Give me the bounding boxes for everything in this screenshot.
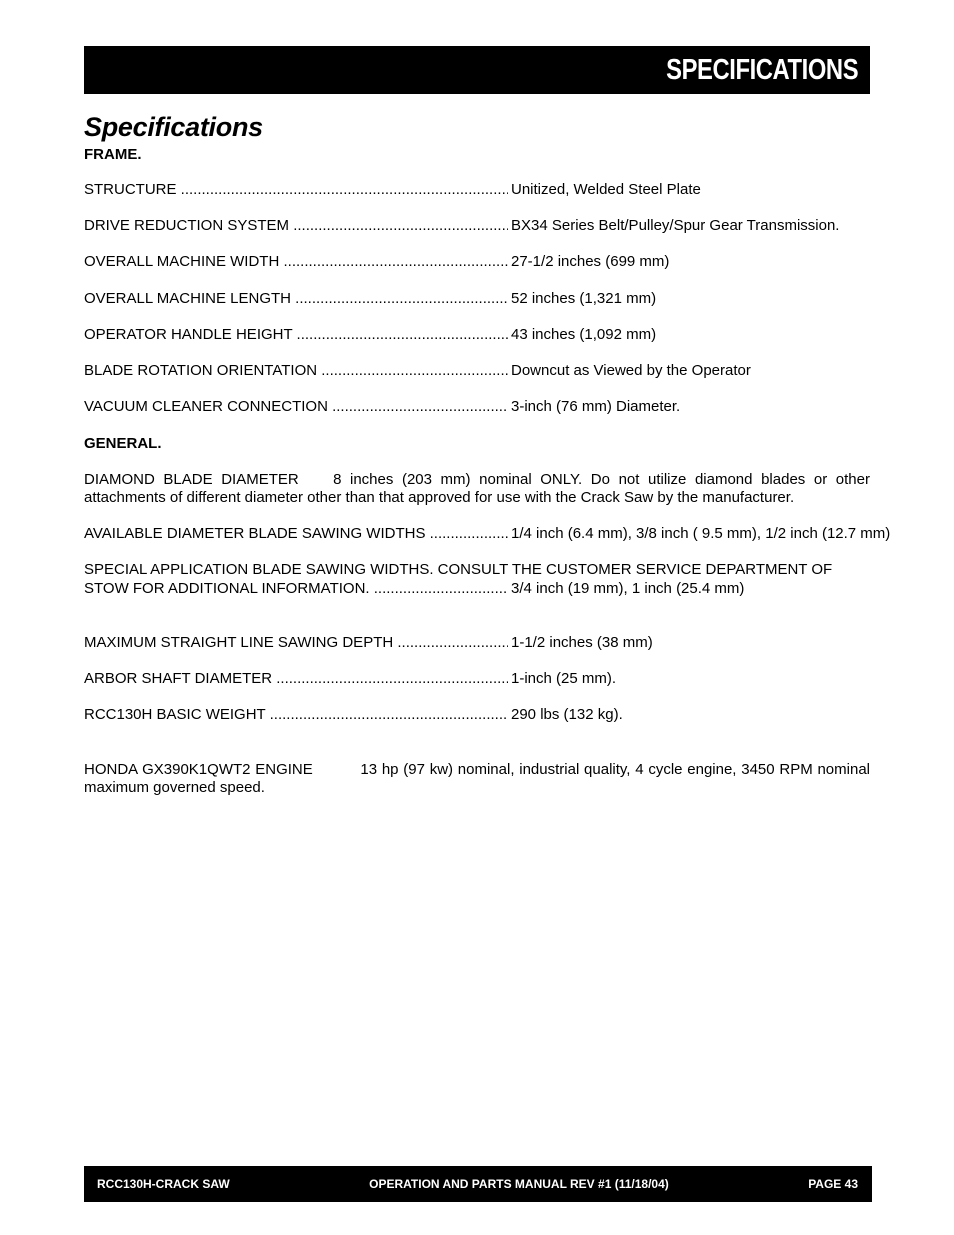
spec-value-machine-length: 52 inches (1,321 mm) <box>511 290 657 307</box>
special-application-value: 3/4 inch (19 mm), 1 inch (25.4 mm) <box>511 580 745 597</box>
spec-label-machine-width: OVERALL MACHINE WIDTH ..... <box>84 253 508 271</box>
spec-value-sawing-depth: 1-1/2 inches (38 mm) <box>511 634 653 651</box>
footer-page-number: PAGE 43 <box>808 1177 858 1191</box>
footer-manual-title: OPERATION AND PARTS MANUAL REV #1 (11/18/04) <box>369 1177 669 1191</box>
spec-label-machine-length: OVERALL MACHINE LENGTH ..... <box>84 290 508 308</box>
spec-value-basic-weight: 290 lbs (132 kg). <box>511 706 623 723</box>
spec-label-basic-weight: RCC130H BASIC WEIGHT ..... <box>84 706 508 724</box>
spec-value-machine-width: 27-1/2 inches (699 mm) <box>511 253 670 270</box>
spec-label-drive-reduction: DRIVE REDUCTION SYSTEM ..... <box>84 217 508 235</box>
special-application-line1: SPECIAL APPLICATION BLADE SAWING WIDTHS. CONSULT THE CUSTOMER SERVICE DEPARTMENT OF <box>84 561 833 578</box>
spec-value-arbor-shaft: 1-inch (25 mm). <box>511 670 617 687</box>
spec-value-vacuum-connection: 3-inch (76 mm) Diameter. <box>511 398 681 415</box>
page-footer-bar <box>84 1166 872 1202</box>
special-application-line2: STOW FOR ADDITIONAL INFORMATION. ..... <box>84 580 508 598</box>
spec-value-handle-height: 43 inches (1,092 mm) <box>511 326 657 343</box>
spec-label-handle-height: OPERATOR HANDLE HEIGHT ..... <box>84 326 508 344</box>
section-title: Specifications <box>84 112 263 142</box>
spec-value-available-widths: 1/4 inch (6.4 mm), 3/8 inch ( 9.5 mm), 1/2 inch (12.7 mm) <box>511 525 891 542</box>
page-header-bar <box>84 46 870 94</box>
page-header-title: SPECIFICATIONS <box>665 53 858 86</box>
general-heading: GENERAL. <box>84 435 162 452</box>
spec-label-blade-rotation: BLADE ROTATION ORIENTATION ..... <box>84 362 508 380</box>
spec-label-arbor-shaft: ARBOR SHAFT DIAMETER ..... <box>84 670 508 688</box>
footer-model: RCC130H-CRACK SAW <box>97 1177 230 1191</box>
spec-label-sawing-depth: MAXIMUM STRAIGHT LINE SAWING DEPTH ..... <box>84 634 508 652</box>
spec-value-blade-rotation: Downcut as Viewed by the Operator <box>511 362 751 379</box>
spec-value-structure: Unitized, Welded Steel Plate <box>511 181 701 198</box>
diamond-blade-paragraph: DIAMOND BLADE DIAMETER 8 inches (203 mm) nominal ONLY. Do not utilize diamond blades or other attachments of different diameter other than that approved for use with the Crack Saw by the manufacturer. <box>84 471 870 506</box>
engine-paragraph: HONDA GX390K1QWT2 ENGINE 13 hp (97 kw) nominal, industrial quality, 4 cycle engine, 3450 RPM nominal maximum governed speed. <box>84 761 870 796</box>
spec-value-drive-reduction: BX34 Series Belt/Pulley/Spur Gear Transmission. <box>511 217 840 234</box>
spec-label-available-widths: AVAILABLE DIAMETER BLADE SAWING WIDTHS ..... <box>84 525 508 543</box>
spec-label-structure: STRUCTURE ..... <box>84 181 508 199</box>
spec-label-vacuum-connection: VACUUM CLEANER CONNECTION ..... <box>84 398 508 416</box>
frame-heading: FRAME. <box>84 146 142 163</box>
